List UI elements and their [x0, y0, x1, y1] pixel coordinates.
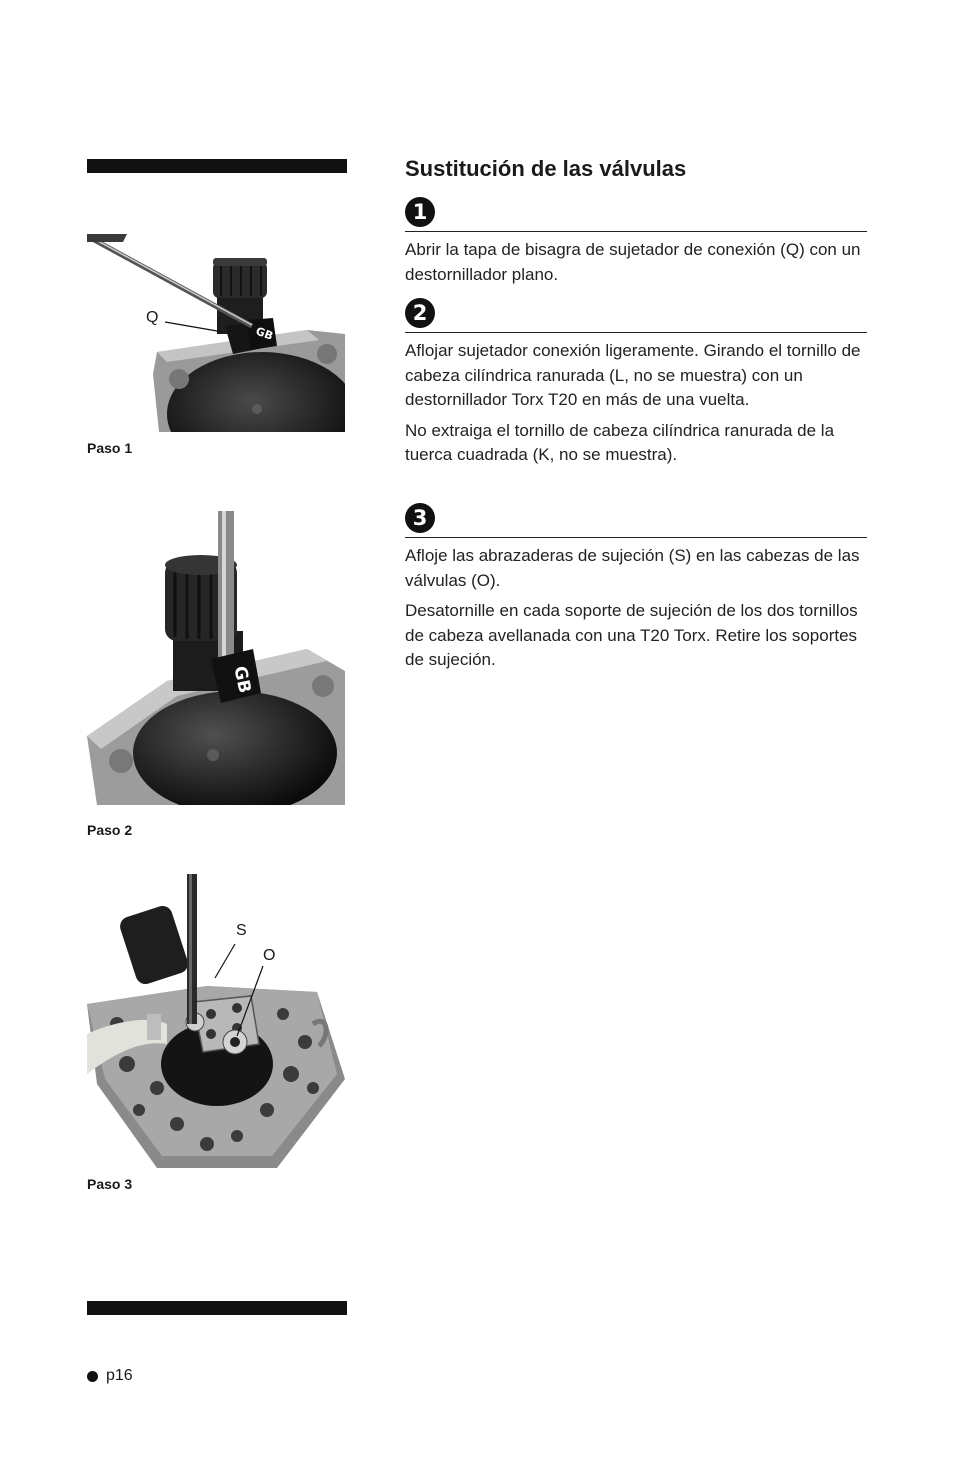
- figure-step-1: [87, 234, 345, 432]
- figure-step-3: [87, 874, 345, 1168]
- step-3: [405, 503, 867, 673]
- bottom-rule-bar: [87, 1301, 347, 1315]
- page-number: p16: [106, 1367, 133, 1384]
- figure-step-2: [87, 511, 345, 805]
- step-2-number-badge: 2: [405, 298, 435, 328]
- page-footer: [87, 1367, 133, 1385]
- callout-o: O: [263, 947, 276, 964]
- step-2-photo: [87, 511, 345, 805]
- step-2-text-2: No extraiga el tornillo de cabeza cilíndrica ranurada de la tuerca cuadrada (K, no se muestra).: [405, 420, 835, 464]
- caption-step-3: Paso 3: [87, 1176, 133, 1192]
- step-3-number-badge: 3: [405, 503, 435, 533]
- callout-s: S: [236, 922, 247, 939]
- caption-step-2: Paso 2: [87, 822, 133, 838]
- step-1-text: Abrir la tapa de bisagra de sujetador de conexión (Q) con un destornillador plano.: [405, 240, 861, 284]
- bullet-icon: [87, 1371, 98, 1382]
- caption-step-1: Paso 1: [87, 440, 133, 456]
- gb-label: GB: [229, 664, 255, 695]
- step-2: [405, 298, 867, 468]
- page-title: Sustitución de las válvulas: [405, 156, 687, 181]
- top-rule-bar: [87, 159, 347, 173]
- step-3-photo: [87, 874, 345, 1168]
- step-1-number-badge: 1: [405, 197, 435, 227]
- gb-label: GB: [253, 324, 275, 343]
- step-2-header: [405, 298, 867, 333]
- step-3-text-2: Desatornille en cada soporte de sujeción de los dos tornillos de cabeza avellanada con una T20 Torx. Retire los soportes de sujeción.: [405, 601, 858, 669]
- step-3-text-1: Afloje las abrazaderas de sujeción (S) en las cabezas de las válvulas (O).: [405, 546, 860, 590]
- step-1: [405, 197, 867, 287]
- callout-q: Q: [146, 309, 159, 326]
- step-1-header: [405, 197, 867, 232]
- step-1-photo: [87, 234, 345, 432]
- step-3-header: [405, 503, 867, 538]
- step-2-text-1: Aflojar sujetador conexión ligeramente. Girando el tornillo de cabeza cilíndrica ranurada (L, no se muestra) con un destornillador Torx T20 en más de una vuelta.: [405, 341, 861, 409]
